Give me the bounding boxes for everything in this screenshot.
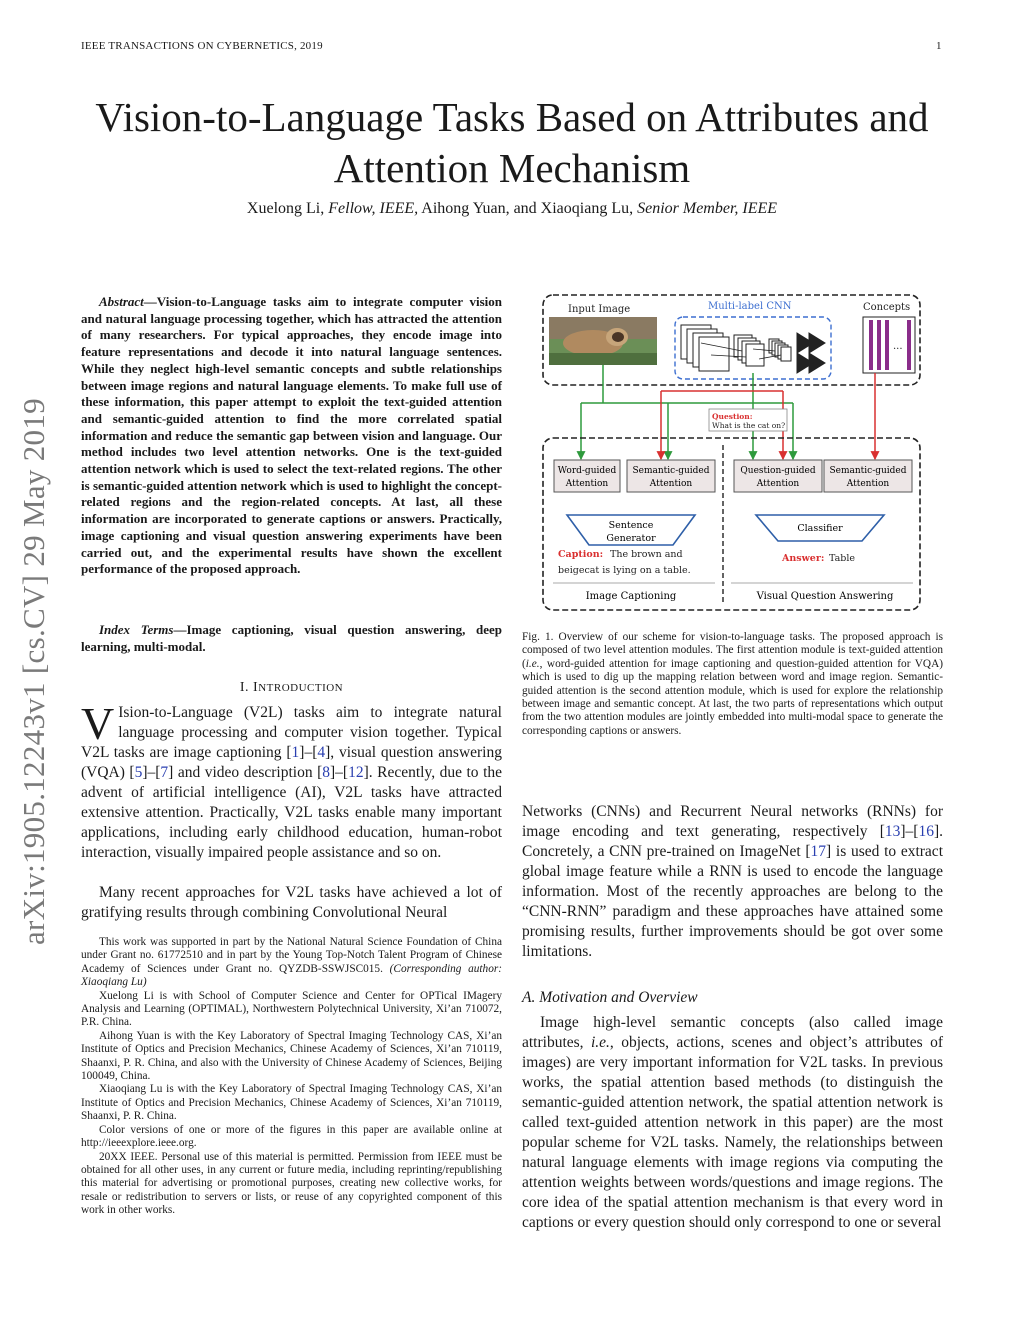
caption-output-text: The brown and: [610, 549, 683, 560]
arxiv-stamp: arXiv:1905.12243v1 [cs.CV] 29 May 2019: [16, 398, 51, 945]
question-guided-label-2: Attention: [756, 479, 800, 489]
concepts-label: Concepts: [863, 302, 911, 313]
answer-output-text: Table: [829, 553, 856, 564]
citation-link[interactable]: 1: [291, 744, 300, 761]
citation-link[interactable]: 12: [348, 764, 364, 781]
footnote-affiliation-1: Xuelong Li is with School of Computer Science and Center for OPTical IMagery Analysis and Learning (OPTIMAL), Northwestern Polytechnical University, Xi’an 710072, P.R. China.: [81, 989, 502, 1029]
intro-text: ]–[: [142, 764, 161, 781]
corresponding-author: (Corresponding author: Xiaoqiang Lu): [81, 962, 502, 989]
word-guided-label: Word-guided: [557, 466, 617, 476]
body-text: ] is used to extract global image feature while a RNN is used to encode the language information. Most of the recently approaches are belong to the “CNN-RNN” paradigm and these approaches have attained some promising results, further improvements should be got over some limitations.: [522, 843, 943, 960]
author-3-role: Senior Member, IEEE: [637, 200, 778, 217]
vqa-label: Visual Question Answering: [756, 591, 894, 602]
index-terms-text: Image captioning, visual question answering, deep learning, multi-modal.: [81, 622, 503, 654]
sentence-generator-label-2: Generator: [606, 533, 656, 544]
author-list: [60, 200, 964, 218]
caption-output-label: Caption:: [558, 549, 604, 560]
figure-label: Fig. 1.: [522, 631, 554, 643]
intro-paragraph-1: [81, 698, 503, 863]
classifier-label: Classifier: [797, 523, 843, 534]
footnote-affiliation-2: Aihong Yuan is with the Key Laboratory of Spectral Imaging Technology CAS, Xi’an Institute of Optics and Precision Mechanics, Chinese Academy of Sciences, Xi’an 710119, Shaanxi, P. R. China, and also with the University of Chinese Academy of Sciences, Beijing 100049, China.: [81, 1029, 502, 1083]
question-label: Question:: [712, 412, 753, 421]
intro-text: ]–[: [299, 744, 318, 761]
section-heading-introduction: [81, 680, 502, 696]
abstract-lead: Abstract: [99, 294, 144, 309]
semantic-guided-vqa-label-2: Attention: [846, 479, 890, 489]
caption-ie: i.e.: [525, 657, 540, 670]
intro-text: ] and video description [: [168, 764, 323, 781]
author-1: Xuelong Li,: [246, 200, 325, 217]
body-text: Networks (CNNs) and Recurrent Neural networks (RNNs) for image encoding and text generating, respectively [: [522, 803, 943, 840]
index-terms-lead: Index Terms: [99, 622, 174, 637]
caption-text: , word-guided attention for image captioning and question-guided attention for VQA) which is used to dig up the mapping relation between word and image region. Semantic-guided attention is the second attention module, which is used for explore the relationship between image and semantic concept. At last, the two parts of representations which output from the two attention modules are jointly embedded into multi-modal space to generate the corresponding captions or answers.: [522, 657, 943, 737]
author-1-role: Fellow, IEEE,: [328, 200, 419, 217]
sentence-generator-label: Sentence: [608, 520, 654, 531]
word-guided-label-2: Attention: [565, 479, 609, 489]
title-line-1: Vision-to-Language Tasks Based on Attributes and: [95, 94, 929, 140]
intro-paragraph-2: Many recent approaches for V2L tasks have achieved a lot of gratifying results through combining Convolutional Neural: [81, 884, 502, 921]
question-guided-label: Question-guided: [740, 466, 816, 476]
body-text: ]–[: [900, 823, 919, 840]
section-number: I.: [239, 680, 254, 695]
title-line-2: Attention Mechanism: [333, 145, 691, 191]
body-text: , objects, actions, scenes and object’s attributes of images) are very important information for V2L tasks. In previous works, the spatial attention based methods (to distinguish the semantic-guided attention network, the spatial attention network is called text-guided attention network in this paper) are the most popular scheme for V2L tasks. Namely, the relationships between natural language elements with image regions via computing the attention weights between words/questions and image regions. The core idea of the spatial attention mechanism is that every word in captions or every question should only correspond to one or several: [522, 1034, 943, 1231]
figure-1-diagram: [541, 293, 922, 613]
footnote-funding: [81, 936, 502, 990]
section-title-rest: NTRODUCTION: [258, 682, 344, 694]
abstract: [81, 294, 502, 578]
semantic-guided-vqa-label: Semantic-guided: [829, 466, 907, 476]
intro-text: Ision-to-Language (V2L) tasks aim to integrate natural language processing and computer vision together. Typical V2L tasks are image captioning [: [81, 704, 502, 761]
cnn-label: Multi-label CNN: [708, 301, 792, 312]
body-ie: i.e.: [590, 1034, 610, 1051]
question-text: What is the cat on?: [712, 421, 786, 430]
right-paragraph-1: [522, 802, 943, 962]
footnote-affiliation-3: Xiaoqiang Lu is with the Key Laboratory of Spectral Imaging Technology CAS, Xi’an Institute of Optics and Precision Mechanics, Chinese Academy of Sciences, Xi’an 710119, Shaanxi, P. R. China.: [81, 1083, 502, 1123]
input-photo: [549, 317, 657, 365]
caption-text: Overview of our scheme for vision-to-language tasks. The proposed approach is composed of two level attention modules. The first attention module is text-guided attention (: [522, 631, 943, 670]
intro-text: ], visual question answering (VQA) [: [81, 744, 502, 781]
footnote-color-versions: Color versions of one or more of the figures in this paper are available online at http://ieeexplore.ieee.org.: [81, 1123, 502, 1150]
semantic-guided-label: Semantic-guided: [632, 466, 710, 476]
page-number: 1: [936, 40, 942, 52]
body-text: Image high-level semantic concepts (also called image attributes,: [522, 1014, 943, 1051]
drop-cap: V: [81, 698, 115, 749]
index-terms: [81, 622, 502, 655]
subsection-heading: A. Motivation and Overview: [522, 989, 698, 1006]
footnote-text: This work was supported in part by the National Natural Science Foundation of China under Grant no. 61772510 and in part by the Young Top-Notch Talent Program of Chinese Academy of Sciences under Grant no. QYZDB-SSWJSC015.: [81, 936, 502, 975]
input-image-label: Input Image: [568, 304, 631, 315]
caption-output-text-2: beigecat is lying on a table.: [558, 565, 691, 576]
citation-link[interactable]: 16: [918, 823, 934, 840]
figure-caption: [522, 631, 943, 738]
section-initial: I: [253, 680, 259, 695]
author-2-3: Aihong Yuan, and Xiaoqiang Lu,: [421, 200, 634, 217]
paper-title: [60, 92, 964, 194]
index-terms-dash: —: [173, 622, 187, 637]
abstract-dash: —: [143, 294, 157, 309]
concepts-ellipsis: ...: [893, 341, 903, 352]
semantic-guided-label-2: Attention: [649, 479, 693, 489]
right-paragraph-2: [522, 1013, 943, 1233]
intro-text: ]. Recently, due to the advent of artificial intelligence (AI), V2L tasks have attracted extensive attention. Practically, V2L tasks enable many important applications, including early childhood education, human-robot interaction, visually impaired people assistance and so on.: [81, 764, 503, 861]
citation-link[interactable]: 8: [322, 764, 330, 781]
answer-output-label: Answer:: [782, 553, 825, 564]
citation-link[interactable]: 4: [317, 744, 326, 761]
running-head: IEEE TRANSACTIONS ON CYBERNETICS, 2019: [81, 40, 323, 52]
citation-link[interactable]: 5: [134, 764, 143, 781]
footnote-copyright: 20XX IEEE. Personal use of this material is permitted. Permission from IEEE must be obtained for all other uses, in any current or future media, including reprinting/republishing this material for advertising or promotional purposes, creating new collective works, for resale or redistribution to servers or lists, or reuse of any copyrighted component of this work in other works.: [81, 1150, 502, 1217]
image-captioning-label: Image Captioning: [585, 591, 677, 602]
body-text: ]. Concretely, a CNN pre-trained on ImageNet [: [522, 823, 943, 860]
citation-link[interactable]: 7: [160, 764, 169, 781]
footnotes: [81, 936, 502, 1218]
intro-text: ]–[: [330, 764, 349, 781]
abstract-text: Vision-to-Language tasks aim to integrate computer vision and natural language processing together, which has attracted the attention of many researchers. For typical approaches, they encode image into feature representations and decode it into natural language sentences. While they neglect high-level semantic concepts and subtle relationships between image regions and natural language elements. To make full use of these information, this paper attempt to exploit the text-guided attention and semantic-guided attention to find the more correlated spatial information and reduce the semantic gap between vision and language. Our method includes two level attention networks. One is the text-guided attention network which is used to select the text-related regions. The other is semantic-guided attention network which is used to highlight the concept-related regions and the region-related concepts. At last, all these information are incorporated to generate captions or answers. Practically, image captioning and visual question answering experiments have been carried out, and the experimental results have shown the excellent performance of the proposed approach.: [81, 294, 502, 577]
citation-link[interactable]: 17: [810, 843, 827, 860]
citation-link[interactable]: 13: [884, 823, 901, 840]
